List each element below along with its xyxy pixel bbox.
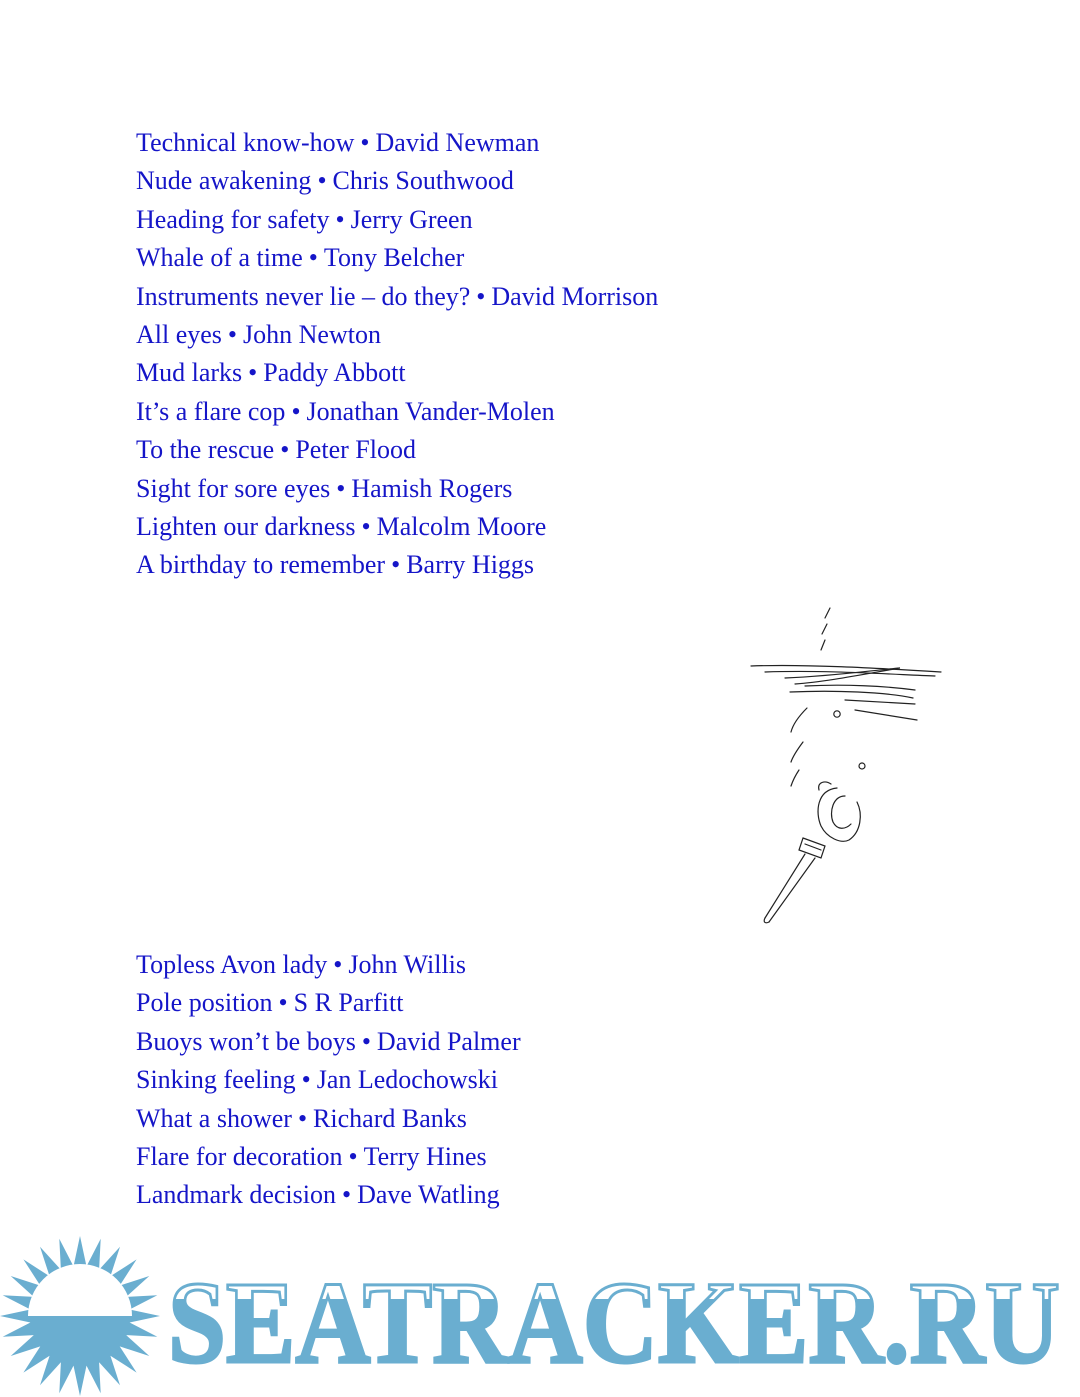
bullet-separator: • bbox=[476, 281, 486, 311]
entry-title: Instruments never lie – do they? bbox=[136, 281, 471, 311]
contents-entry[interactable] bbox=[136, 508, 658, 546]
contents-entry[interactable] bbox=[136, 124, 658, 162]
entry-title: All eyes bbox=[136, 320, 222, 350]
entry-author: John Willis bbox=[348, 950, 467, 979]
contents-entry[interactable] bbox=[136, 984, 521, 1022]
entry-author: Richard Banks bbox=[313, 1103, 467, 1133]
entry-author: Barry Higgs bbox=[406, 550, 535, 580]
contents-entry[interactable] bbox=[136, 201, 658, 239]
bullet-separator: • bbox=[227, 320, 238, 350]
bullet-separator: • bbox=[336, 473, 346, 503]
bullet-separator: • bbox=[335, 204, 345, 234]
entry-title: It’s a flare cop bbox=[136, 396, 286, 426]
contents-entry[interactable] bbox=[136, 1176, 521, 1214]
bullet-separator: • bbox=[280, 435, 290, 465]
entry-title: What a shower bbox=[136, 1103, 292, 1133]
bullet-separator: • bbox=[291, 396, 301, 426]
contents-entry[interactable] bbox=[136, 546, 658, 584]
entry-author: Dave Watling bbox=[357, 1180, 500, 1210]
contents-entry[interactable] bbox=[136, 1023, 521, 1061]
sun-logo-icon bbox=[0, 1236, 160, 1397]
entry-title: Flare for decoration bbox=[136, 1142, 343, 1172]
entry-title: Whale of a time bbox=[136, 243, 303, 273]
entry-title: Nude awakening bbox=[136, 166, 312, 196]
bullet-separator: • bbox=[360, 128, 370, 157]
contents-entry[interactable] bbox=[136, 278, 658, 316]
entry-title: Lighten our darkness bbox=[136, 512, 356, 542]
contents-entry[interactable] bbox=[136, 162, 658, 200]
entry-title: Sinking feeling bbox=[136, 1065, 296, 1095]
bullet-separator: • bbox=[361, 512, 371, 542]
entry-author: John Newton bbox=[243, 320, 381, 350]
contents-entry[interactable] bbox=[136, 470, 658, 508]
entry-author: Terry Hines bbox=[363, 1142, 487, 1172]
bullet-separator: • bbox=[342, 1180, 352, 1210]
contents-entry[interactable] bbox=[136, 431, 658, 469]
entry-author: Peter Flood bbox=[295, 435, 416, 465]
bullet-separator: • bbox=[317, 166, 327, 196]
entry-author: David Morrison bbox=[491, 281, 659, 311]
contents-list-bottom bbox=[136, 946, 521, 1215]
bullet-separator: • bbox=[301, 1065, 311, 1095]
contents-entry[interactable] bbox=[136, 239, 658, 277]
bullet-separator: • bbox=[297, 1103, 308, 1133]
entry-author: Chris Southwood bbox=[332, 166, 514, 196]
entry-title: Technical know-how bbox=[136, 128, 355, 157]
bullet-separator: • bbox=[278, 988, 288, 1018]
contents-entry[interactable] bbox=[136, 354, 658, 392]
bullet-separator: • bbox=[361, 1026, 371, 1056]
entry-author: S R Parfitt bbox=[293, 988, 404, 1018]
contents-entry[interactable] bbox=[136, 393, 658, 431]
bullet-separator: • bbox=[391, 550, 401, 580]
entry-author: David Newman bbox=[375, 128, 540, 157]
watermark-text bbox=[168, 1244, 1068, 1394]
svg-text:SEATRACKER.RU: SEATRACKER.RU bbox=[168, 1257, 1060, 1388]
entry-author: Hamish Rogers bbox=[351, 473, 513, 503]
entry-author: Malcolm Moore bbox=[376, 512, 547, 542]
contents-entry[interactable] bbox=[136, 1061, 521, 1099]
hand-flare-sketch-icon bbox=[745, 600, 950, 930]
entry-title: Heading for safety bbox=[136, 204, 330, 234]
entry-title: Buoys won’t be boys bbox=[136, 1026, 356, 1056]
entry-author: Jonathan Vander-Molen bbox=[306, 396, 555, 426]
entry-title: Sight for sore eyes bbox=[136, 473, 331, 503]
entry-author: Jan Ledochowski bbox=[316, 1065, 498, 1095]
watermark bbox=[0, 1236, 1080, 1397]
contents-list-top bbox=[136, 124, 658, 585]
bullet-separator: • bbox=[348, 1142, 358, 1172]
entry-title: Pole position bbox=[136, 988, 273, 1018]
entry-author: David Palmer bbox=[376, 1026, 521, 1056]
entry-title: Mud larks bbox=[136, 358, 243, 388]
bullet-separator: • bbox=[308, 243, 318, 273]
entry-title: Topless Avon lady bbox=[136, 950, 328, 979]
entry-title: A birthday to remember bbox=[136, 550, 386, 580]
contents-entry[interactable] bbox=[136, 1100, 521, 1138]
bullet-separator: • bbox=[333, 950, 343, 979]
entry-author: Tony Belcher bbox=[323, 243, 465, 273]
entry-author: Paddy Abbott bbox=[263, 358, 406, 388]
contents-entry[interactable] bbox=[136, 946, 521, 984]
entry-title: To the rescue bbox=[136, 435, 275, 465]
contents-entry[interactable] bbox=[136, 1138, 521, 1176]
entry-author: Jerry Green bbox=[350, 204, 473, 234]
contents-entry[interactable] bbox=[136, 316, 658, 354]
entry-title: Landmark decision bbox=[136, 1180, 336, 1210]
bullet-separator: • bbox=[248, 358, 258, 388]
